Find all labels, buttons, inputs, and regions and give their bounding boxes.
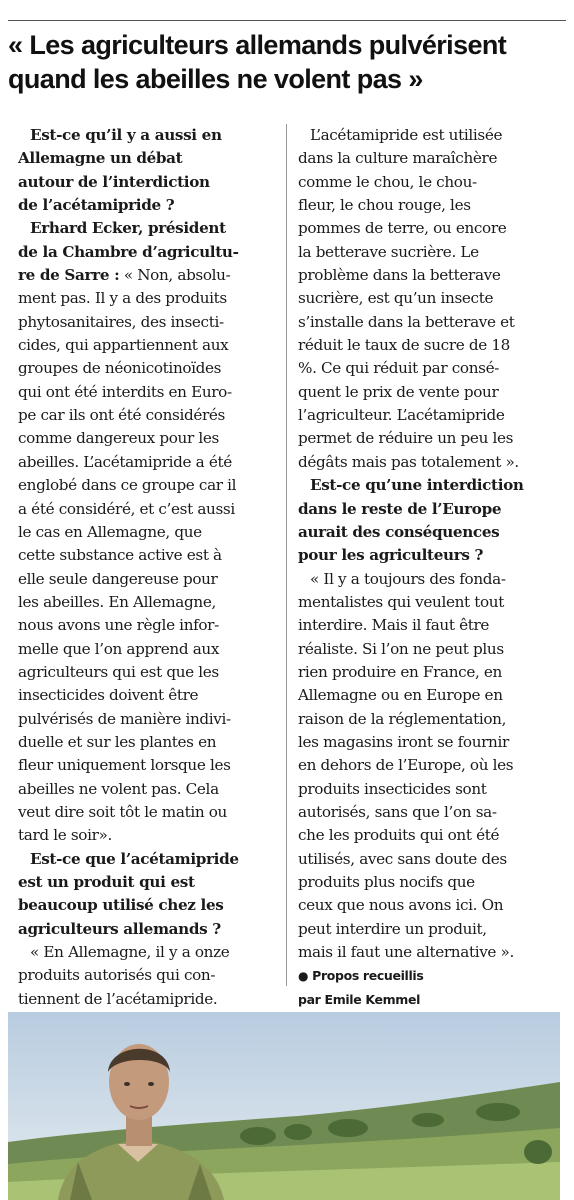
left-column-line: [18, 264, 274, 287]
left-column-line: [18, 241, 274, 264]
left-column-line-text: tard le soir».: [18, 826, 112, 845]
left-column-line: [18, 381, 274, 404]
right-column-line: [298, 194, 560, 217]
left-column-line: [18, 544, 274, 567]
right-column-line-text: Allemagne ou en Europe en: [298, 686, 503, 705]
left-column-line-text: produits autorisés qui con-: [18, 966, 216, 985]
right-column-line-text: « Il y a toujours des fonda-: [310, 569, 506, 588]
right-column-line-text: sucrière, est qu’un insecte: [298, 289, 494, 308]
photo-farmer-landscape: [8, 1012, 560, 1200]
right-column-line: [298, 264, 560, 287]
left-column-line-text: ment pas. Il y a des produits: [18, 289, 227, 308]
left-column-line: [18, 801, 274, 824]
right-column-line-text: L’acétamipride est utilisée: [310, 126, 503, 144]
right-column-line: [298, 427, 560, 450]
right-column-line: [298, 171, 560, 194]
right-column-line-text: fleur, le chou rouge, les: [298, 196, 471, 215]
right-column-line-text: %. Ce qui réduit par consé-: [298, 359, 500, 378]
left-column-line: [18, 661, 274, 684]
right-column-line: [298, 638, 560, 661]
right-column-line: [298, 241, 560, 264]
left-column-line-text: agriculteurs qui est que les: [18, 662, 219, 681]
left-column-line-text: autour de l’interdiction: [18, 172, 210, 191]
right-column-line-text: dégâts mais pas totalement ».: [298, 452, 519, 471]
right-column-line-text: réaliste. Si l’on ne peut plus: [298, 639, 504, 658]
left-column-line-text: comme dangereux pour les: [18, 429, 219, 448]
left-column-line: [18, 778, 274, 801]
headline: [8, 28, 568, 96]
right-column-line-text: quent le prix de vente pour: [298, 382, 499, 401]
right-column-line: [298, 591, 560, 614]
left-column-line-text: pe car ils ont été considérés: [18, 406, 225, 425]
left-column-line-text: « En Allemagne, il y a onze: [30, 943, 230, 962]
right-column-line: [298, 848, 560, 871]
right-column-line: [298, 614, 560, 637]
left-column-line: [18, 427, 274, 450]
right-column-line-text: Est-ce qu’une interdiction: [310, 476, 524, 495]
left-column-line-text: nous avons une règle infor-: [18, 616, 219, 635]
left-column: [18, 124, 274, 1011]
left-column-line-text: de la Chambre d’agricultu-: [18, 242, 239, 261]
credit-bullet: ●: [298, 969, 309, 984]
right-column-line: [298, 754, 560, 777]
right-column-line: [298, 801, 560, 824]
right-column-line-text: dans le reste de l’Europe: [298, 499, 502, 518]
right-column-line: [298, 708, 560, 731]
right-column-line-text: produits insecticides sont: [298, 779, 487, 798]
left-column-line-continuation: « Non, absolu-: [119, 266, 231, 285]
left-column-line-text: le cas en Allemagne, que: [18, 522, 202, 541]
left-column-line: [18, 894, 274, 917]
photo-illustration: [8, 1012, 560, 1200]
right-column-line-text: la betterave sucrière. Le: [298, 242, 479, 261]
left-column-line-text: tiennent de l’acétamipride.: [18, 989, 218, 1008]
left-column-line-text: cette substance active est à: [18, 546, 222, 565]
left-column-line: [18, 404, 274, 427]
left-column-line-text: qui ont été interdits en Euro-: [18, 382, 232, 401]
right-column-line-text: ceux que nous avons ici. On: [298, 896, 504, 915]
right-column-line-text: permet de réduire un peu les: [298, 429, 514, 448]
left-column-line: [18, 731, 274, 754]
right-column-line: [298, 334, 560, 357]
credit-text-1: Propos recueillis: [312, 968, 424, 984]
left-column-line: [18, 451, 274, 474]
right-column-line-text: produits plus nocifs que: [298, 873, 475, 891]
left-column-line: [18, 287, 274, 310]
left-column-line: [18, 848, 274, 871]
right-column-line-text: raison de la réglementation,: [298, 709, 507, 728]
right-column-line-text: che les produits qui ont été: [298, 826, 500, 845]
left-column-line-text: Est-ce qu’il y a aussi en: [30, 126, 222, 144]
left-column-line-text: Est-ce que l’acétamipride: [30, 849, 239, 868]
left-column-line-text: melle que l’on apprend aux: [18, 639, 220, 658]
left-column-line: [18, 521, 274, 544]
right-column: [298, 124, 560, 1011]
left-column-line-text: englobé dans ce groupe car il: [18, 476, 237, 495]
left-column-line-text: veut dire soit tôt le matin ou: [18, 802, 227, 821]
right-column-line: [298, 918, 560, 941]
left-column-line: [18, 124, 274, 147]
left-column-line-text: Erhard Ecker, président: [30, 219, 226, 238]
left-column-line-text: duelle et sur les plantes en: [18, 732, 217, 751]
left-column-line-text: elle seule dangereuse pour: [18, 569, 218, 588]
right-column-line-text: aurait des conséquences: [298, 522, 500, 541]
left-column-line: [18, 638, 274, 661]
right-column-line: [298, 941, 560, 964]
right-column-line-text: dans la culture maraîchère: [298, 149, 498, 168]
right-column-line: [298, 311, 560, 334]
left-column-line: [18, 474, 274, 497]
credit-line-2: par Emile Kemmel: [298, 991, 421, 1007]
left-column-line: [18, 311, 274, 334]
left-column-line: [18, 708, 274, 731]
left-column-line-text: re de Sarre :: [18, 266, 120, 285]
right-column-line: [298, 778, 560, 801]
right-column-line: [298, 684, 560, 707]
right-column-line-text: mais il faut une alternative ».: [298, 943, 514, 962]
left-column-line: [18, 357, 274, 380]
right-column-line-text: pommes de terre, ou encore: [298, 219, 507, 238]
right-column-line-text: pour les agriculteurs ?: [298, 546, 484, 565]
right-column-line-text: en dehors de l’Europe, où les: [298, 756, 514, 775]
left-column-line-text: agriculteurs allemands ?: [18, 919, 221, 938]
left-column-line-text: abeilles. L’acétamipride a été: [18, 452, 232, 471]
left-column-line-text: beaucoup utilisé chez les: [18, 896, 224, 915]
left-column-line: [18, 334, 274, 357]
left-column-line: [18, 171, 274, 194]
right-column-line-text: comme le chou, le chou-: [298, 172, 477, 191]
right-column-line: [298, 451, 560, 474]
left-column-line-text: les abeilles. En Allemagne,: [18, 592, 216, 611]
right-column-line-text: rien produire en France, en: [298, 662, 502, 681]
left-column-line: [18, 941, 274, 964]
left-column-line: [18, 194, 274, 217]
left-column-line-text: a été considéré, et c’est aussi: [18, 499, 235, 518]
right-column-line-text: autorisés, sans que l’on sa-: [298, 802, 497, 821]
left-column-line: [18, 614, 274, 637]
left-column-line-text: insecticides doivent être: [18, 686, 199, 705]
left-column-line-text: groupes de néonicotinoïdes: [18, 359, 222, 378]
left-column-line-text: fleur uniquement lorsque les: [18, 756, 231, 775]
left-column-line: [18, 918, 274, 941]
right-column-line: [298, 894, 560, 917]
left-column-line: [18, 147, 274, 170]
right-column-line-text: l’agriculteur. L’acétamipride: [298, 406, 505, 425]
left-column-line: [18, 824, 274, 847]
right-column-line: [298, 381, 560, 404]
right-column-line: [298, 731, 560, 754]
right-column-line-text: réduit le taux de sucre de 18: [298, 336, 510, 355]
right-column-line-text: les magasins iront se fournir: [298, 732, 509, 751]
left-column-line-text: phytosanitaires, des insecti-: [18, 312, 224, 331]
top-rule: [8, 20, 566, 21]
right-column-line-text: s’installe dans la betterave et: [298, 312, 515, 331]
left-column-line-text: cides, qui appartiennent aux: [18, 336, 229, 355]
left-column-line: [18, 871, 274, 894]
right-column-line-text: peut interdire un produit,: [298, 919, 487, 938]
right-column-line: [298, 824, 560, 847]
headline-line-2: quand les abeilles ne volent pas »: [8, 64, 423, 94]
left-column-line: [18, 964, 274, 987]
right-column-line: [298, 404, 560, 427]
right-column-line: [298, 521, 560, 544]
left-column-line: [18, 754, 274, 777]
headline-line-1: « Les agriculteurs allemands pulvérisent: [8, 30, 507, 60]
left-column-line-text: abeilles ne volent pas. Cela: [18, 779, 219, 798]
left-column-line-text: pulvérisés de manière indivi-: [18, 709, 231, 728]
right-column-line: [298, 357, 560, 380]
right-column-line-text: mentalistes qui veulent tout: [298, 592, 504, 611]
right-column-line-text: interdire. Mais il faut être: [298, 616, 490, 635]
right-column-line: [298, 147, 560, 170]
left-column-line-text: Allemagne un débat: [18, 149, 183, 168]
right-column-line: [298, 544, 560, 567]
right-column-line: [298, 871, 560, 894]
left-column-line: [18, 217, 274, 240]
left-column-line-text: de l’acétamipride ?: [18, 196, 175, 215]
right-column-line: [298, 287, 560, 310]
right-column-line: [298, 217, 560, 240]
left-column-line: [18, 988, 274, 1011]
left-column-line-text: est un produit qui est: [18, 873, 195, 891]
left-column-line: [18, 498, 274, 521]
credit-line-1: [298, 964, 560, 987]
right-column-line: [298, 661, 560, 684]
right-column-line: [298, 568, 560, 591]
right-column-line-text: problème dans la betterave: [298, 266, 501, 285]
right-column-line-text: utilisés, avec sans doute des: [298, 849, 507, 868]
right-column-line: [298, 124, 560, 147]
left-column-line: [18, 591, 274, 614]
column-divider: [286, 124, 287, 986]
left-column-line: [18, 684, 274, 707]
right-column-line: [298, 498, 560, 521]
left-column-line: [18, 568, 274, 591]
right-column-line: [298, 474, 560, 497]
